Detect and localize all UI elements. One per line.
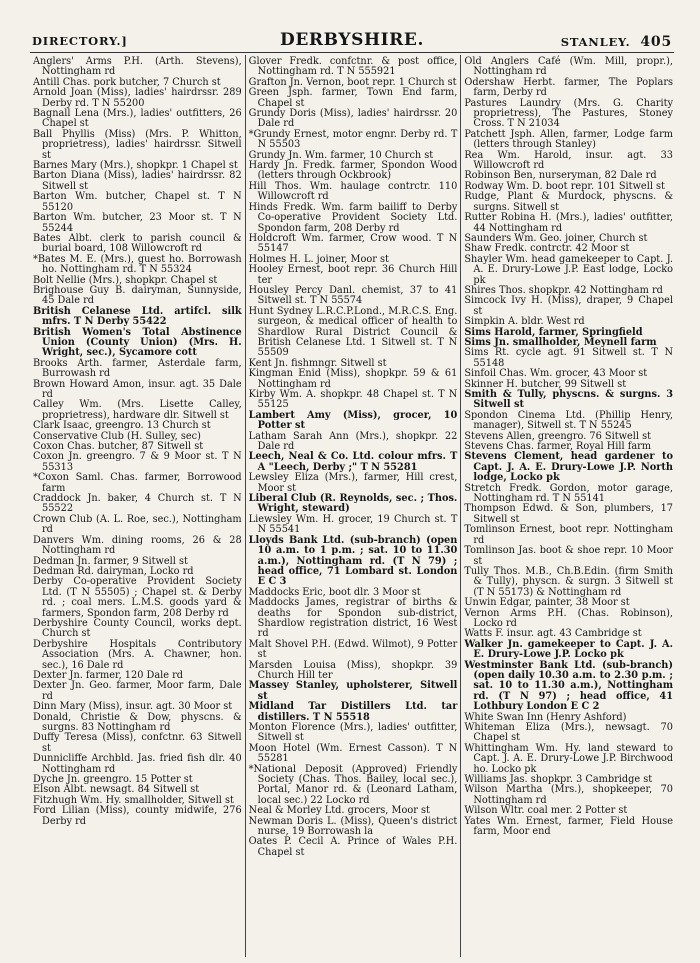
directory-entry: Glover Fredk. confctnr. & post office, Nottingham rd. T N 555921 (248, 56, 458, 78)
directory-entry: Kirby Wm. A. shopkpr. 48 Chapel st. T N 55125 (248, 389, 458, 411)
directory-entry: Calley Wm. (Mrs. Lisette Calley, proprietress), hardware dlr. Sitwell st (33, 399, 242, 421)
directory-entry: Brown Howard Amon, insur. agt. 35 Dale rd (33, 378, 242, 400)
directory-entry: Barton Diana (Miss), ladies' hairdrssr. 82 Sitwell st (33, 170, 242, 192)
directory-entry: Stretch Fredk. Gordon, motor garage, Nottingham rd. T N 55141 (464, 482, 674, 505)
directory-entry: Midland Tar Distillers Ltd. tar distillers. T N 55518 (248, 701, 458, 723)
directory-entry: Brighouse Guy B. dairyman, Sunnyside, 45 Dale rd (33, 284, 242, 307)
directory-entry: Hooley Ernest, boot repr. 36 Church Hill ter (248, 264, 458, 286)
directory-entry: Liberal Club (R. Reynolds, sec. ; Thos. Wright, steward) (248, 493, 458, 515)
directory-columns (30, 55, 676, 957)
directory-entry: Westminster Bank Ltd. (sub-branch) (open daily 10.30 a.m. to 2.30 p.m. ; sat. 10 to 11.30 a.m.), Nottingham rd. (T N 97) ; head office, 41 Lothbury London E C 2 (464, 659, 674, 713)
directory-entry: Whittingham Wm. Hy. land steward to Capt. J. A. E. Drury-Lowe J.P. Birchwood ho. Locko pk (464, 742, 674, 775)
directory-entry: Vernon Arms P.H. (Chas. Robinson), Locko rd (464, 607, 674, 629)
directory-entry: Smith & Tully, physcns. & surgns. 3 Sitwell st (464, 389, 674, 411)
directory-entry: Sinfoil Chas. Wm. grocer, 43 Moor st (464, 368, 648, 380)
directory-entry: Barton Wm. butcher, Chapel st. T N 55120 (33, 191, 242, 213)
directory-entry: Dexter Jn. farmer, 120 Dale rd (33, 669, 184, 681)
directory-entry: Tully Thos. M.B., Ch.B.Edin. (firm Smith & Tully), physcn. & surgn. 3 Sitwell st (T N 55173) & Nottingham rd (464, 565, 674, 598)
directory-entry: Saunders Wm. Geo. joiner, Church st (464, 232, 648, 244)
directory-entry: Oates P. Cecil A. Prince of Wales P.H. Chapel st (248, 836, 458, 858)
directory-entry: Donald, Christie & Dow, physcns. & surgns. 83 Nottingham rd (33, 711, 242, 733)
directory-entry: Hardy Jn. Fredk. farmer, Spondon Wood (letters through Ockbrook) (248, 160, 458, 182)
directory-entry: Bagnall Lena (Mrs.), ladies' outfitters, 26 Chapel st (33, 108, 242, 130)
directory-entry: Dedman Rd. dairyman, Locko rd (33, 565, 194, 577)
directory-entry: Leech, Neal & Co. Ltd. colour mfrs. T A "Leech, Derby ;" T N 55281 (248, 451, 458, 473)
directory-entry: Massey Stanley, upholsterer, Sitwell st (248, 680, 458, 702)
directory-column-1 (30, 55, 245, 957)
directory-entry: Whiteman Eliza (Mrs.), newsagt. 70 Chapel st (464, 722, 674, 744)
directory-entry: Lambert Amy (Miss), grocer, 10 Potter st (248, 409, 458, 432)
directory-entry: Barnes Mary (Mrs.), shopkpr. 1 Chapel st (33, 160, 238, 172)
directory-entry: Wilson Wltr. coal mer. 2 Potter st (464, 805, 628, 817)
directory-entry: Grundy Doris (Miss), ladies' hairdrssr. 20 Dale rd (248, 108, 458, 130)
directory-entry: Rea Wm. Harold, insur. agt. 33 Willowcroft rd (464, 149, 674, 172)
directory-entry: Sims Jn. smallholder, Meynell farm (464, 336, 657, 348)
directory-entry: Arnold Joan (Miss), ladies' hairdrssr. 289 Derby rd. T N 55200 (33, 87, 242, 109)
directory-entry: Williams Jas. shopkpr. 3 Cambridge st (464, 774, 653, 786)
directory-entry: Kingman Enid (Miss), shopkpr. 59 & 61 Nottingham rd (248, 368, 458, 390)
directory-entry: Dyche Jn. greengro. 15 Potter st (33, 774, 193, 786)
directory-entry: Ford Lilian (Miss), county midwife, 276 Derby rd (33, 805, 242, 827)
directory-entry: Dexter Jn. Geo. farmer, Moor farm, Dale rd (33, 680, 242, 702)
directory-entry: Neal & Morley Ltd. grocers, Moor st (248, 805, 430, 817)
directory-entry: Dinn Mary (Miss), insur. agt. 30 Moor st (33, 701, 233, 713)
directory-entry: Antill Chas. pork butcher, 7 Church st (33, 76, 221, 88)
directory-entry: Maddocks Eric, boot dlr. 3 Moor st (248, 586, 421, 598)
directory-entry: Old Anglers Café (Wm. Mill, propr.), Nottingham rd (464, 56, 674, 78)
directory-entry: Moon Hotel (Wm. Ernest Casson). T N 55281 (248, 742, 458, 765)
running-head-place: STANLEY. (560, 35, 631, 49)
directory-entry: White Swan Inn (Henry Ashford) (464, 711, 627, 723)
directory-entry: Monton Florence (Mrs.), ladies' outfitter, Sitwell st (248, 722, 458, 744)
directory-entry: *National Deposit (Approved) Friendly Society (Chas. Thos. Bailey, local sec.), Portal, Manor rd. & (Leonard Latham, local sec.) 22 Locko rd (248, 763, 458, 806)
directory-entry: Pastures Laundry (Mrs. G. Charity proprietress), The Pastures, Stoney Cross. T N 21034 (464, 97, 674, 130)
directory-entry: Spondon Cinema Ltd. (Phillip Henry, manager), Sitwell st. T N 55245 (464, 409, 674, 432)
directory-entry: Derby Co-operative Provident Society Ltd. (T N 55505) ; Chapel st. & Derby rd. ; coal mers. L.M.S. goods yard & farmers, Spondon farm, 208 Derby rd (33, 576, 242, 619)
directory-entry: Tomlinson Jas. boot & shoe repr. 10 Moor st (464, 545, 674, 567)
directory-entry: Lloyds Bank Ltd. (sub-branch) (open 10 a.m. to 1 p.m. ; sat. 10 to 11.30 a.m.), Nottingham rd. (T N 79) ; head office, 71 Lombard st. London E C 3 (248, 534, 458, 588)
directory-entry: Rutter Robina H. (Mrs.), ladies' outfitter, 44 Nottingham rd (464, 212, 674, 234)
directory-entry: Grafton Jn. Vernon, boot repr. 1 Church st (248, 76, 457, 88)
directory-entry: Liewsley Wm. H. grocer, 19 Church st. T N 55541 (248, 513, 458, 536)
directory-entry: Dedman Jn. farmer, 9 Sitwell st (33, 555, 188, 567)
directory-entry: Kent Jn. fishmngr. Sitwell st (248, 357, 387, 369)
directory-entry: Bolt Nellie (Mrs.), shopkpr. Chapel st (33, 274, 218, 286)
directory-entry: Robinson Ben, nurseryman, 82 Dale rd (464, 170, 657, 182)
directory-entry: Fitzhugh Wm. Hy. smallholder, Sitwell st (33, 794, 234, 806)
directory-entry: Thompson Edwd. & Son, plumbers, 17 Sitwell st (464, 503, 674, 525)
page-header (30, 28, 674, 53)
directory-entry: Stevens Clement, head gardener to Capt. J. A. E. Drury-Lowe J.P. North lodge, Locko pk (464, 451, 674, 484)
directory-entry: Shaw Fredk. contrctr. 42 Moor st (464, 243, 630, 255)
directory-entry: Stevens Allen, greengro. 76 Sitwell st (464, 430, 652, 442)
directory-entry: Shayler Wm. head gamekeeper to Capt. J. A. E. Drury-Lowe J.P. East lodge, Locko pk (464, 253, 674, 286)
directory-entry: Grundy Jn. Wm. farmer, 10 Church st (248, 149, 434, 161)
directory-entry: Housley Percy Danl. chemist, 37 to 41 Sitwell st. T N 55574 (248, 284, 458, 307)
directory-entry: British Women's Total Abstinence Union (County Union) (Mrs. H. Wright, sec.), Sycamore cott (33, 326, 242, 359)
directory-entry: Dunnicliffe Archbld. Jas. fried fish dlr. 40 Nottingham rd (33, 753, 242, 775)
directory-entry: Tomlinson Ernest, boot repr. Nottingham rd (464, 524, 674, 546)
directory-entry: Craddock Jn. baker, 4 Church st. T N 55522 (33, 493, 242, 515)
directory-entry: Ball Phyllis (Miss) (Mrs. P. Whitton, proprietress), ladies' hairdrssr. Sitwell st (33, 128, 242, 161)
running-head-left: DIRECTORY.] (32, 34, 128, 48)
directory-entry: Green Jsph. farmer, Town End farm, Chapel st (248, 87, 458, 109)
directory-entry: Simcock Ivy H. (Miss), draper, 9 Chapel st (464, 295, 674, 317)
directory-entry: Watts F. insur. agt. 43 Cambridge st (464, 628, 642, 640)
directory-entry: Malt Shovel P.H. (Edwd. Wilmot), 9 Potter st (248, 638, 458, 661)
directory-entry: Rodway Wm. D. boot repr. 101 Sitwell st (464, 180, 665, 192)
directory-entry: Coxon Chas. butcher, 87 Sitwell st (33, 441, 204, 453)
directory-entry: Derbyshire Hospitals Contributory Association (Mrs. A. Chawner, hon. sec.), 16 Dale rd (33, 638, 242, 671)
directory-entry: Lewsley Eliza (Mrs.), farmer, Hill crest, Moor st (248, 472, 458, 494)
directory-entry: Danvers Wm. dining rooms, 26 & 28 Nottingham rd (33, 534, 242, 557)
running-head-right (561, 34, 672, 50)
directory-entry: Stevens Chas. farmer, Royal Hill farm (464, 441, 652, 453)
directory-entry: British Celanese Ltd. artifcl. silk mfrs. T N Derby 55422 (33, 305, 242, 328)
directory-entry: Odershaw Herbt. farmer, The Poplars farm, Derby rd (464, 76, 674, 99)
directory-entry: Patchett Jsph. Allen, farmer, Lodge farm (letters through Stanley) (464, 128, 674, 151)
directory-entry: Conservative Club (H. Sulley, sec) (33, 430, 201, 442)
directory-entry: Hinds Fredk. Wm. farm bailiff to Derby Co-operative Provident Society Ltd. Spondon farm, 208 Derby rd (248, 201, 458, 234)
directory-entry: Clark Isaac, greengro. 13 Church st (33, 420, 211, 432)
directory-entry: Anglers' Arms P.H. (Arth. Stevens), Nottingham rd (33, 56, 242, 78)
directory-entry: Derbyshire County Council, works dept. Church st (33, 617, 242, 640)
directory-entry: Unwin Edgar, painter, 38 Moor st (464, 597, 630, 609)
directory-entry: Holdcroft Wm. farmer, Crow wood. T N 55147 (248, 232, 458, 255)
directory-entry: Newman Doris L. (Miss), Queen's district nurse, 19 Borrowash la (248, 815, 458, 838)
directory-entry: *Bates M. E. (Mrs.), guest ho. Borrowash ho. Nottingham rd. T N 55324 (33, 253, 242, 276)
directory-entry: Yates Wm. Ernest, farmer, Field House farm, Moor end (464, 815, 674, 838)
directory-entry: Skinner H. butcher, 99 Sitwell st (464, 378, 627, 390)
directory-entry: Shires Thos. shopkpr. 42 Nottingham rd (464, 284, 663, 296)
directory-entry: Sims Rt. cycle agt. 91 Sitwell st. T N 55148 (464, 347, 674, 369)
directory-entry: Hunt Sydney L.R.C.P.Lond., M.R.C.S. Eng. surgeon, & medical officer of health to Shardlow Rural District Council & British Celanese Ltd. 1 Sitwell st. T N 55509 (248, 305, 458, 359)
running-head-title: DERBYSHIRE. (280, 30, 424, 50)
directory-entry: Walker Jn. gamekeeper to Capt. J. A. E. Drury-Lowe J.P. Locko pk (464, 638, 674, 661)
directory-entry: Coxon Jn. greengro. 7 & 9 Moor st. T N 55313 (33, 451, 242, 473)
directory-column-2 (245, 55, 461, 957)
directory-entry: Hill Thos. Wm. haulage contrctr. 110 Willowcroft rd (248, 180, 458, 203)
directory-entry: Wilson Martha (Mrs.), shopkeeper, 70 Nottingham rd (464, 784, 674, 806)
directory-entry: Maddocks James, registrar of births & deaths for Spondon sub-district, Shardlow registration district, 16 West rd (248, 597, 458, 640)
directory-entry: Crown Club (A. L. Roe, sec.), Nottingham rd (33, 513, 242, 536)
page-number: 405 (640, 34, 672, 50)
directory-entry: *Coxon Saml. Chas. farmer, Borrowood farm (33, 472, 242, 494)
directory-entry: Holmes H. L. joiner, Moor st (248, 253, 389, 265)
directory-entry: Brooks Arth. farmer, Asterdale farm, Burrowash rd (33, 357, 242, 380)
directory-entry: *Grundy Ernest, motor engnr. Derby rd. T N 55503 (248, 128, 458, 151)
directory-entry: Elson Albt. newsagt. 84 Sitwell st (33, 784, 200, 796)
directory-column-3 (460, 55, 676, 957)
directory-entry: Sims Harold, farmer, Springfield (464, 326, 643, 338)
directory-entry: Marsden Louisa (Miss), shopkpr. 39 Church Hill ter (248, 659, 458, 681)
directory-entry: Latham Sarah Ann (Mrs.), shopkpr. 22 Dale rd (248, 430, 458, 453)
directory-entry: Simpkin A. bldr. West rd (464, 316, 585, 328)
directory-entry: Bates Albt. clerk to parish council & burial board, 108 Willowcroft rd (33, 232, 242, 255)
directory-entry: Duffy Teresa (Miss), confctnr. 63 Sitwell st (33, 732, 242, 754)
directory-entry: Barton Wm. butcher, 23 Moor st. T N 55244 (33, 212, 242, 234)
directory-entry: Rudge, Plant & Murdock, physcns. & surgns. Sitwell st (464, 191, 674, 213)
